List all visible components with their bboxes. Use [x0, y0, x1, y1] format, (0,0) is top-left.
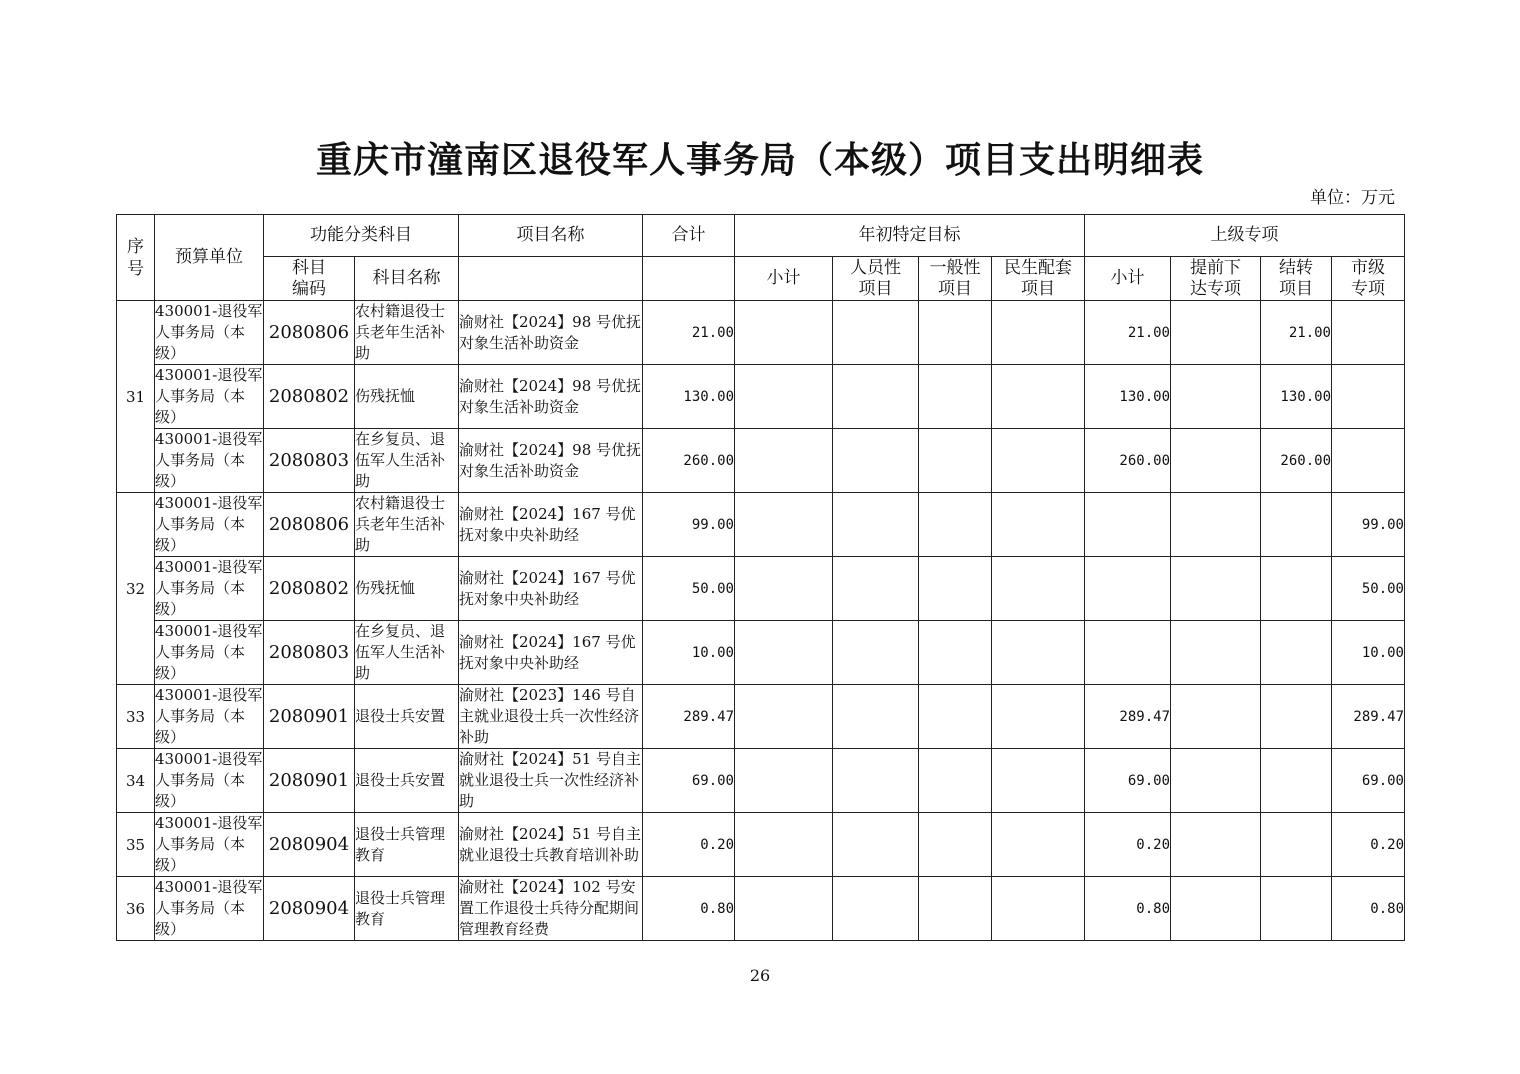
annual-subtotal-cell	[735, 557, 833, 621]
total-cell: 50.00	[643, 557, 735, 621]
carryover-cell: 130.00	[1261, 365, 1332, 429]
personnel-cell	[833, 429, 919, 493]
carryover-cell	[1261, 813, 1332, 877]
total-cell: 130.00	[643, 365, 735, 429]
total-cell: 289.47	[643, 685, 735, 749]
total-cell: 21.00	[643, 301, 735, 365]
subject-code-cell: 2080802	[264, 557, 355, 621]
header-subject-code: 科目编码	[264, 257, 355, 301]
subject-name-cell: 退役士兵管理教育	[355, 813, 459, 877]
total-cell: 69.00	[643, 749, 735, 813]
general-cell	[919, 301, 992, 365]
superior-subtotal-cell	[1085, 493, 1171, 557]
superior-subtotal-cell: 260.00	[1085, 429, 1171, 493]
annual-subtotal-cell	[735, 749, 833, 813]
total-cell: 10.00	[643, 621, 735, 685]
advance-cell	[1171, 301, 1261, 365]
total-cell: 0.80	[643, 877, 735, 941]
project-name-cell: 渝财社【2024】98 号优抚对象生活补助资金	[459, 301, 643, 365]
table-row	[117, 813, 1405, 877]
carryover-cell	[1261, 749, 1332, 813]
subject-name-cell: 在乡复员、退伍军人生活补助	[355, 621, 459, 685]
seq-cell: 35	[117, 813, 155, 877]
city-cell: 289.47	[1332, 685, 1405, 749]
total-cell: 99.00	[643, 493, 735, 557]
budget-unit-cell: 430001-退役军人事务局（本级）	[155, 365, 264, 429]
table-row	[117, 877, 1405, 941]
carryover-cell	[1261, 557, 1332, 621]
budget-unit-cell: 430001-退役军人事务局（本级）	[155, 877, 264, 941]
annual-subtotal-cell	[735, 621, 833, 685]
subject-name-cell: 农村籍退役士兵老年生活补助	[355, 301, 459, 365]
superior-subtotal-cell: 21.00	[1085, 301, 1171, 365]
city-cell	[1332, 301, 1405, 365]
header-project-name-blank	[459, 257, 643, 301]
subject-name-cell: 退役士兵安置	[355, 685, 459, 749]
header-total-blank	[643, 257, 735, 301]
livelihood-cell	[992, 301, 1085, 365]
personnel-cell	[833, 621, 919, 685]
livelihood-cell	[992, 429, 1085, 493]
general-cell	[919, 877, 992, 941]
annual-subtotal-cell	[735, 429, 833, 493]
advance-cell	[1171, 365, 1261, 429]
header-annual-group: 年初特定目标	[735, 215, 1085, 257]
header-carryover: 结转项目	[1261, 257, 1332, 301]
seq-cell: 32	[117, 493, 155, 685]
advance-cell	[1171, 493, 1261, 557]
advance-cell	[1171, 813, 1261, 877]
header-personnel: 人员性项目	[833, 257, 919, 301]
project-expenditure-table	[116, 214, 1405, 941]
carryover-cell	[1261, 685, 1332, 749]
subject-code-cell: 2080806	[264, 301, 355, 365]
header-livelihood: 民生配套项目	[992, 257, 1085, 301]
livelihood-cell	[992, 685, 1085, 749]
table-row	[117, 685, 1405, 749]
header-total: 合计	[643, 215, 735, 257]
superior-subtotal-cell: 130.00	[1085, 365, 1171, 429]
budget-unit-cell: 430001-退役军人事务局（本级）	[155, 621, 264, 685]
total-cell: 0.20	[643, 813, 735, 877]
header-func-group: 功能分类科目	[264, 215, 459, 257]
livelihood-cell	[992, 877, 1085, 941]
subject-code-cell: 2080803	[264, 621, 355, 685]
table-row	[117, 493, 1405, 557]
table-row	[117, 301, 1405, 365]
livelihood-cell	[992, 813, 1085, 877]
personnel-cell	[833, 685, 919, 749]
general-cell	[919, 493, 992, 557]
project-name-cell: 渝财社【2024】102 号安置工作退役士兵待分配期间管理教育经费	[459, 877, 643, 941]
budget-unit-cell: 430001-退役军人事务局（本级）	[155, 813, 264, 877]
subject-name-cell: 伤残抚恤	[355, 557, 459, 621]
city-cell: 10.00	[1332, 621, 1405, 685]
subject-code-cell: 2080901	[264, 749, 355, 813]
annual-subtotal-cell	[735, 685, 833, 749]
superior-subtotal-cell	[1085, 621, 1171, 685]
budget-unit-cell: 430001-退役军人事务局（本级）	[155, 749, 264, 813]
city-cell: 99.00	[1332, 493, 1405, 557]
city-cell	[1332, 429, 1405, 493]
city-cell: 69.00	[1332, 749, 1405, 813]
general-cell	[919, 621, 992, 685]
header-general: 一般性项目	[919, 257, 992, 301]
header-city: 市级专项	[1332, 257, 1405, 301]
carryover-cell: 21.00	[1261, 301, 1332, 365]
carryover-cell	[1261, 621, 1332, 685]
subject-name-cell: 伤残抚恤	[355, 365, 459, 429]
project-name-cell: 渝财社【2024】167 号优抚对象中央补助经	[459, 557, 643, 621]
header-seq: 序号	[117, 215, 155, 301]
seq-cell: 33	[117, 685, 155, 749]
seq-cell: 34	[117, 749, 155, 813]
table-row	[117, 365, 1405, 429]
personnel-cell	[833, 493, 919, 557]
header-superior-subtotal: 小计	[1085, 257, 1171, 301]
table-row	[117, 749, 1405, 813]
subject-name-cell: 退役士兵管理教育	[355, 877, 459, 941]
superior-subtotal-cell	[1085, 557, 1171, 621]
budget-unit-cell: 430001-退役军人事务局（本级）	[155, 493, 264, 557]
general-cell	[919, 813, 992, 877]
budget-unit-cell: 430001-退役军人事务局（本级）	[155, 301, 264, 365]
annual-subtotal-cell	[735, 813, 833, 877]
livelihood-cell	[992, 749, 1085, 813]
subject-name-cell: 在乡复员、退伍军人生活补助	[355, 429, 459, 493]
project-name-cell: 渝财社【2024】51 号自主就业退役士兵一次性经济补助	[459, 749, 643, 813]
city-cell: 50.00	[1332, 557, 1405, 621]
project-name-cell: 渝财社【2023】146 号自主就业退役士兵一次性经济补助	[459, 685, 643, 749]
annual-subtotal-cell	[735, 365, 833, 429]
table-row	[117, 429, 1405, 493]
carryover-cell	[1261, 877, 1332, 941]
general-cell	[919, 749, 992, 813]
subject-code-cell: 2080904	[264, 877, 355, 941]
livelihood-cell	[992, 557, 1085, 621]
advance-cell	[1171, 749, 1261, 813]
personnel-cell	[833, 877, 919, 941]
header-subject-name: 科目名称	[355, 257, 459, 301]
subject-code-cell: 2080904	[264, 813, 355, 877]
city-cell: 0.20	[1332, 813, 1405, 877]
project-name-cell: 渝财社【2024】167 号优抚对象中央补助经	[459, 493, 643, 557]
superior-subtotal-cell: 0.80	[1085, 877, 1171, 941]
personnel-cell	[833, 557, 919, 621]
subject-code-cell: 2080803	[264, 429, 355, 493]
budget-unit-cell: 430001-退役军人事务局（本级）	[155, 429, 264, 493]
subject-code-cell: 2080901	[264, 685, 355, 749]
budget-unit-cell: 430001-退役军人事务局（本级）	[155, 557, 264, 621]
project-name-cell: 渝财社【2024】51 号自主就业退役士兵教育培训补助	[459, 813, 643, 877]
subject-name-cell: 退役士兵安置	[355, 749, 459, 813]
advance-cell	[1171, 621, 1261, 685]
header-superior-group: 上级专项	[1085, 215, 1405, 257]
project-name-cell: 渝财社【2024】167 号优抚对象中央补助经	[459, 621, 643, 685]
carryover-cell: 260.00	[1261, 429, 1332, 493]
unit-label: 单位：万元	[1310, 188, 1395, 208]
total-cell: 260.00	[643, 429, 735, 493]
table-row	[117, 621, 1405, 685]
livelihood-cell	[992, 493, 1085, 557]
advance-cell	[1171, 429, 1261, 493]
subject-name-cell: 农村籍退役士兵老年生活补助	[355, 493, 459, 557]
header-budget-unit: 预算单位	[155, 215, 264, 301]
budget-unit-cell: 430001-退役军人事务局（本级）	[155, 685, 264, 749]
table-row	[117, 557, 1405, 621]
personnel-cell	[833, 749, 919, 813]
header-advance: 提前下达专项	[1171, 257, 1261, 301]
annual-subtotal-cell	[735, 877, 833, 941]
seq-cell: 36	[117, 877, 155, 941]
superior-subtotal-cell: 289.47	[1085, 685, 1171, 749]
general-cell	[919, 685, 992, 749]
livelihood-cell	[992, 365, 1085, 429]
general-cell	[919, 429, 992, 493]
advance-cell	[1171, 557, 1261, 621]
superior-subtotal-cell: 0.20	[1085, 813, 1171, 877]
superior-subtotal-cell: 69.00	[1085, 749, 1171, 813]
subject-code-cell: 2080806	[264, 493, 355, 557]
page-title: 重庆市潼南区退役军人事务局（本级）项目支出明细表	[315, 139, 1204, 181]
carryover-cell	[1261, 493, 1332, 557]
header-project-name: 项目名称	[459, 215, 643, 257]
personnel-cell	[833, 365, 919, 429]
general-cell	[919, 557, 992, 621]
livelihood-cell	[992, 621, 1085, 685]
seq-cell: 31	[117, 301, 155, 493]
advance-cell	[1171, 877, 1261, 941]
general-cell	[919, 365, 992, 429]
annual-subtotal-cell	[735, 301, 833, 365]
project-name-cell: 渝财社【2024】98 号优抚对象生活补助资金	[459, 429, 643, 493]
city-cell: 0.80	[1332, 877, 1405, 941]
annual-subtotal-cell	[735, 493, 833, 557]
page-number: 26	[749, 966, 771, 985]
project-name-cell: 渝财社【2024】98 号优抚对象生活补助资金	[459, 365, 643, 429]
advance-cell	[1171, 685, 1261, 749]
personnel-cell	[833, 301, 919, 365]
city-cell	[1332, 365, 1405, 429]
personnel-cell	[833, 813, 919, 877]
header-annual-subtotal: 小计	[735, 257, 833, 301]
subject-code-cell: 2080802	[264, 365, 355, 429]
